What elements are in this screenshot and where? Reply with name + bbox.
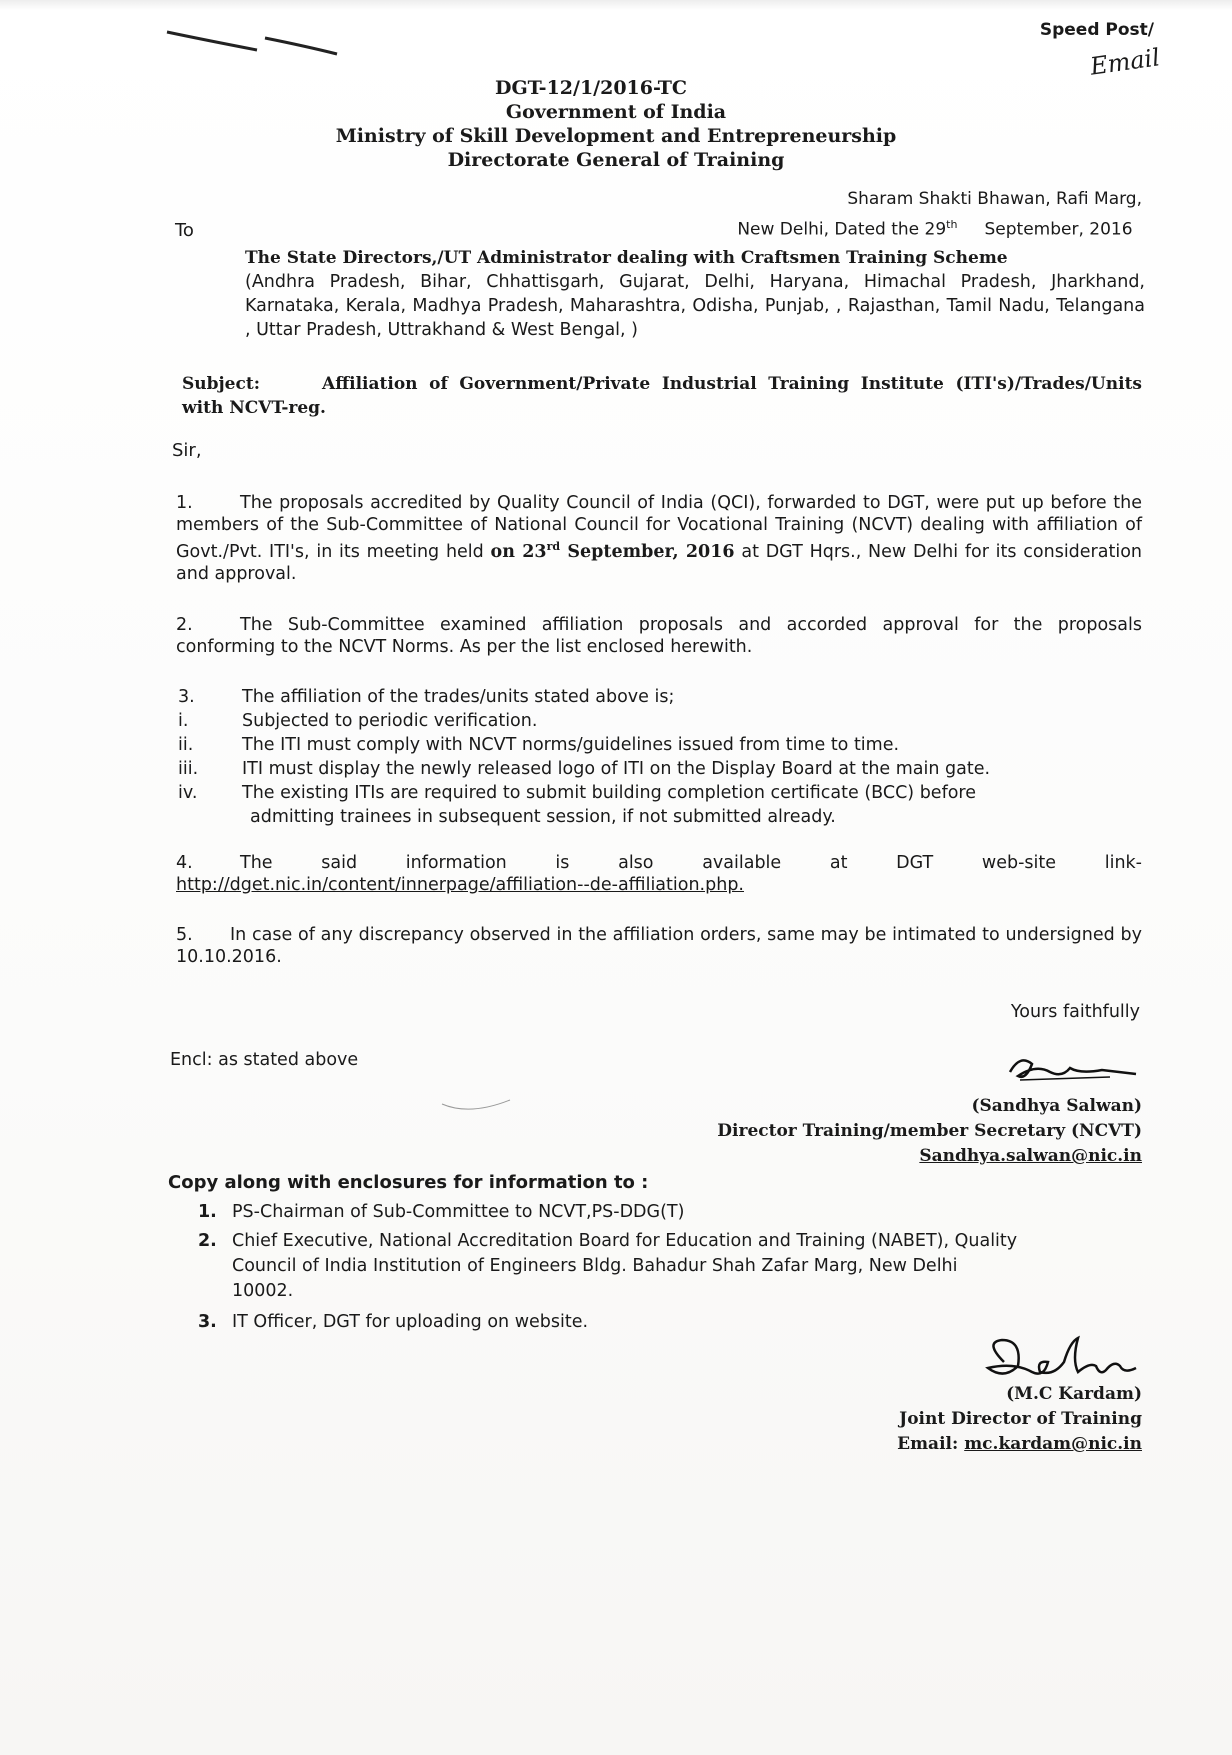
condition-item: iv. The existing ITIs are required to submit building completion certificate (BCC) before bbox=[178, 783, 977, 803]
subject-label: Subject: bbox=[182, 374, 260, 394]
to-label: To bbox=[175, 220, 194, 241]
enclosure-note: Encl: as stated above bbox=[170, 1050, 359, 1070]
recipients-states: (Andhra Pradesh, Bihar, Chhattisgarh, Gujarat, Delhi, Haryana, Himachal Pradesh, Jharkhand, Karnataka, Kerala, Madhya Pradesh, Maharashtra, Odisha, Punjab, , Rajasthan, Tamil Nadu, Telangana , Uttar Pradesh, Uttrakhand & West Bengal, ) bbox=[245, 272, 1145, 340]
paragraph-1: 1. The proposals accredited by Quality Council of India (QCI), forwarded to DGT, were put up before the members of the Sub-Committee of National Council for Vocational Training (NCVT) dealing with affiliation of Govt./Pvt. ITI's, in its meeting held on 23rd September, 2016 at DGT Hqrs., New Delhi for its consideration and approval. bbox=[176, 493, 1142, 584]
speed-post-note: Speed Post/ bbox=[1039, 20, 1154, 40]
signatory-1-designation: Director Training/member Secretary (NCVT) bbox=[717, 1121, 1142, 1141]
copy-item: 1. PS-Chairman of Sub-Committee to NCVT,PS-DDG(T) bbox=[198, 1202, 685, 1222]
signatory-2-email[interactable]: mc.kardam@nic.in bbox=[964, 1434, 1142, 1454]
signatory-1-block bbox=[717, 1094, 1142, 1169]
dgt-website-link[interactable]: http://dget.nic.in/content/innerpage/affiliation--de-affiliation.php. bbox=[176, 875, 744, 895]
email-handwritten-note: Email bbox=[1088, 43, 1162, 81]
condition-item-continued: admitting trainees in subsequent session, if not submitted already. bbox=[250, 807, 836, 827]
copy-item: 3. IT Officer, DGT for uploading on website. bbox=[198, 1312, 589, 1332]
paragraph-2: 2. The Sub-Committee examined affiliation proposals and accorded approval for the proposals conforming to the NCVT Norms. As per the list enclosed herewith. bbox=[176, 615, 1142, 657]
signatory-2-name: (M.C Kardam) bbox=[1006, 1384, 1142, 1404]
recipients-title: The State Directors,/UT Administrator dealing with Craftsmen Training Scheme bbox=[245, 248, 1008, 268]
signature-sandhya-salwan bbox=[990, 1050, 1140, 1090]
condition-item: i. Subjected to periodic verification. bbox=[178, 711, 538, 731]
address-line: Sharam Shakti Bhawan, Rafi Marg, bbox=[847, 189, 1142, 209]
signatory-1-name: (Sandhya Salwan) bbox=[971, 1096, 1142, 1116]
recipients-block bbox=[245, 246, 1145, 342]
paragraph-3: 3. The affiliation of the trades/units stated above is; bbox=[178, 687, 675, 707]
date-line: New Delhi, Dated the 29th September, 2016 bbox=[737, 218, 1133, 240]
copy-item: 2. Chief Executive, National Accreditation Board for Education and Training (NABET), Quality Council of India Institution of Engineers Bldg. Bahadur Shah Zafar Marg, New Delhi 10002. bbox=[198, 1231, 1018, 1301]
signatory-2-designation: Joint Director of Training bbox=[899, 1409, 1142, 1429]
reference-number: DGT-12/1/2016-TC bbox=[494, 77, 687, 99]
signatory-2-block bbox=[897, 1382, 1142, 1457]
signatory-1-email[interactable]: Sandhya.salwan@nic.in bbox=[919, 1146, 1142, 1166]
salutation: Sir, bbox=[172, 440, 202, 461]
subject-line bbox=[182, 372, 1142, 420]
sender-address bbox=[737, 186, 1142, 243]
faint-pen-mark bbox=[440, 1096, 520, 1120]
government-line: Government of India bbox=[505, 101, 727, 123]
paragraph-4: 4. The said information is also available at DGT web-site link- http://dget.nic.in/content/innerpage/affiliation--de-affiliation.php. bbox=[176, 853, 1142, 895]
ministry-line: Ministry of Skill Development and Entrepreneurship bbox=[335, 125, 897, 147]
pen-scribble bbox=[165, 20, 345, 60]
directorate-line: Directorate General of Training bbox=[447, 149, 785, 171]
condition-item: ii. The ITI must comply with NCVT norms/guidelines issued from time to time. bbox=[178, 735, 900, 755]
signatory-2-email-line: Email: mc.kardam@nic.in bbox=[897, 1434, 1142, 1454]
subject-text: Affiliation of Government/Private Industrial Training Institute (ITI's)/Trades/Units with NCVT-reg. bbox=[182, 374, 1142, 418]
paragraph-5: 5. In case of any discrepancy observed in the affiliation orders, same may be intimated to undersigned by 10.10.2016. bbox=[176, 925, 1142, 967]
closing: Yours faithfully bbox=[1010, 1002, 1140, 1022]
condition-item: iii. ITI must display the newly released logo of ITI on the Display Board at the main gate. bbox=[178, 759, 991, 779]
copy-heading: Copy along with enclosures for information to : bbox=[168, 1172, 649, 1193]
